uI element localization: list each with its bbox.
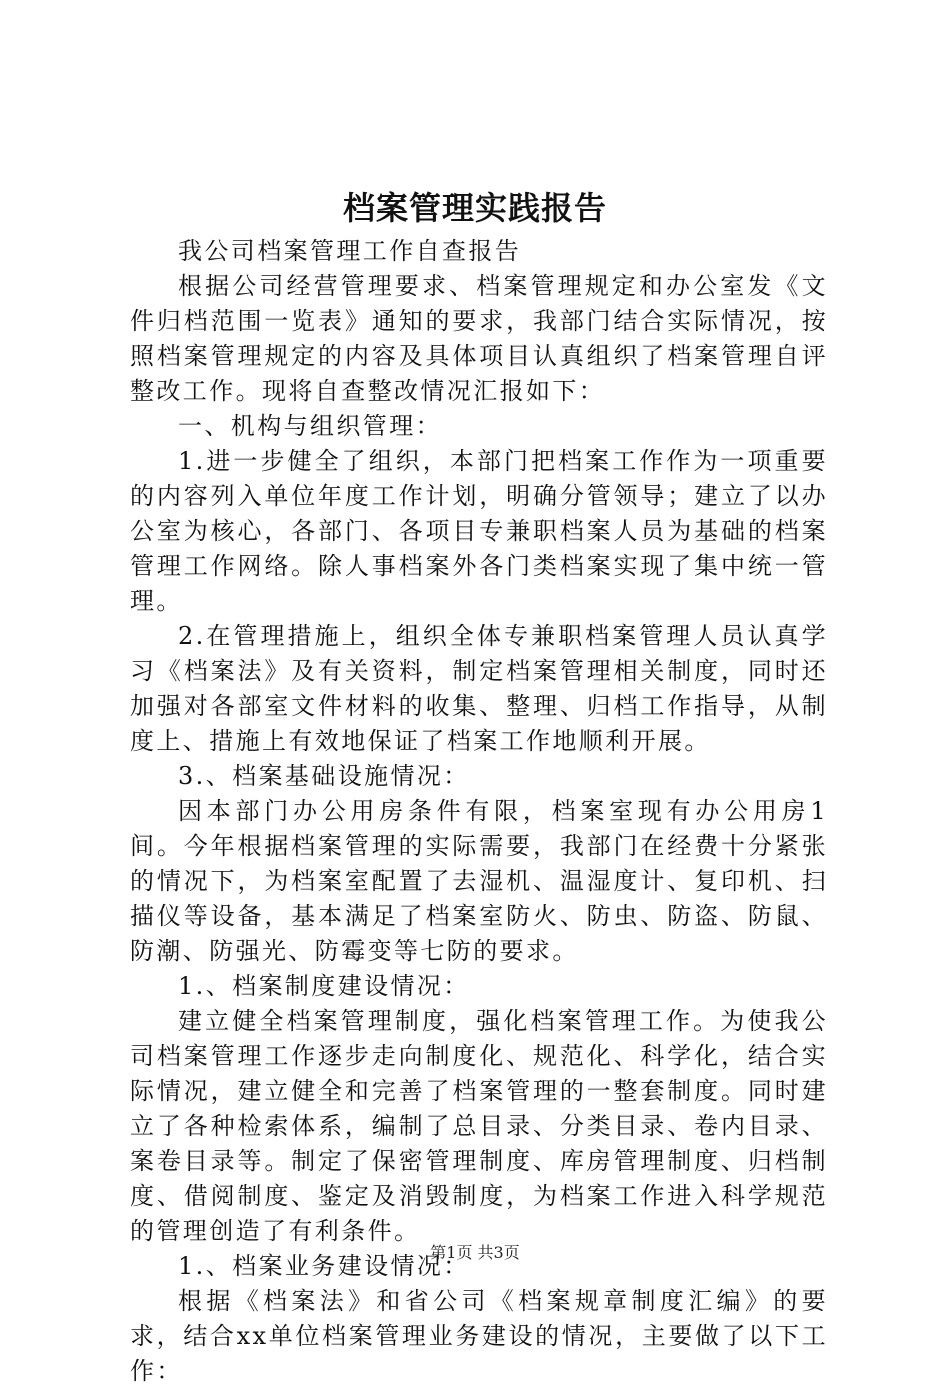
page-footer: 第1页 共3页 [430, 1243, 520, 1262]
section-heading-facilities: 3.、档案基础设施情况： [178, 762, 470, 790]
document-title: 档案管理实践报告 [342, 189, 607, 227]
paragraph-intro: 根据公司经营管理要求、档案管理规定和办公室发《文件归档范围一览表》通知的要求，我部门结合实际情况，按照档案管理规定的内容及具体项目认真组织了档案管理自评整改工作。现将自查整改情况汇报如下： [130, 272, 828, 405]
paragraph-system: 建立健全档案管理制度，强化档案管理工作。为使我公司档案管理工作逐步走向制度化、规范化、科学化，结合实际情况，建立健全和完善了档案管理的一整套制度。同时建立了各种检索体系，编制了总目录、分类目录、卷内目录、案卷目录等。制定了保密管理制度、库房管理制度、归档制度、借阅制度、鉴定及消毁制度，为档案工作进入科学规范的管理创造了有利条件。 [130, 1007, 828, 1245]
paragraph-organization-2: 2.在管理措施上，组织全体专兼职档案管理人员认真学习《档案法》及有关资料，制定档案管理相关制度，同时还加强对各部室文件材料的收集、整理、归档工作指导，从制度上、措施上有效地保证了档案工作地顺利开展。 [130, 622, 828, 755]
section-heading-organization: 一、机构与组织管理： [178, 412, 442, 440]
document-body [130, 234, 828, 1389]
paragraph-subtitle: 我公司档案管理工作自查报告 [178, 237, 522, 265]
paragraph-facilities: 因本部门办公用房条件有限，档案室现有办公用房1间。今年根据档案管理的实际需要，我部门在经费十分紧张的情况下，为档案室配置了去湿机、温湿度计、复印机、扫描仪等设备，基本满足了档案室防火、防虫、防盗、防鼠、防潮、防强光、防霉变等七防的要求。 [130, 797, 828, 965]
paragraph-organization-1: 1.进一步健全了组织，本部门把档案工作作为一项重要的内容列入单位年度工作计划，明确分管领导；建立了以办公室为核心，各部门、各项目专兼职档案人员为基础的档案管理工作网络。除人事档案外各门类档案实现了集中统一管理。 [130, 447, 828, 615]
paragraph-business: 根据《档案法》和省公司《档案规章制度汇编》的要求，结合xx单位档案管理业务建设的情况，主要做了以下工作： [130, 1287, 828, 1385]
section-heading-business: 1.、档案业务建设情况： [178, 1252, 470, 1280]
section-heading-system: 1.、档案制度建设情况： [178, 972, 470, 1000]
